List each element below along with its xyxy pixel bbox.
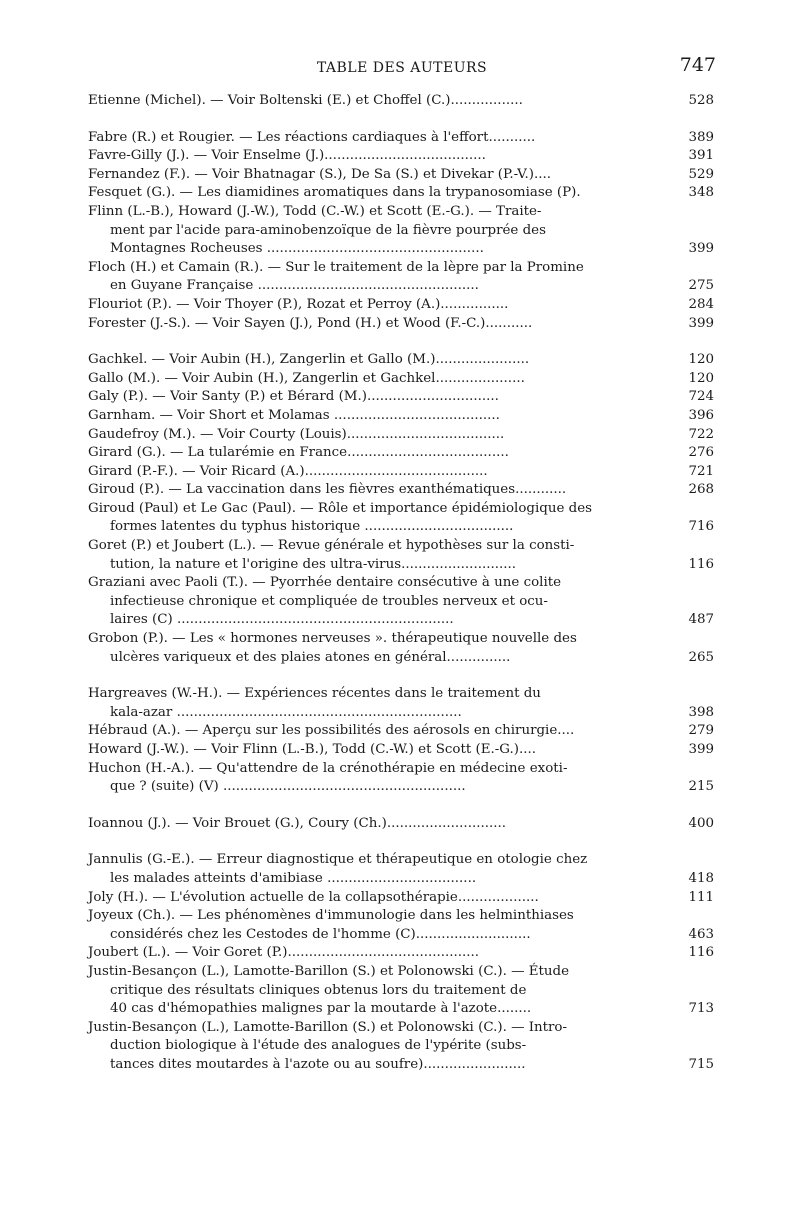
entry-line: Fabre (R.) et Rougier. — Les réactions cardiaques à l'effort........... 389 [88,129,666,148]
index-entry [88,481,714,500]
entry-line: Hébraud (A.). — Aperçu sur les possibilités des aérosols en chirurgie.... 279 [88,722,666,741]
entry-page-number: 529 [688,166,714,182]
entry-line: Graziani avec Paoli (T.). — Pyorrhée dentaire consécutive à une colite [88,575,562,591]
letter-section [88,92,714,111]
index-entry [88,537,714,574]
author-index [88,92,714,1075]
entry-page-number: 120 [688,370,714,386]
entry-line: Goret (P.) et Joubert (L.). — Revue générale et hypothèses sur la consti- [88,538,575,554]
entry-line: Etienne (Michel). — Voir Boltenski (E.) et Choffel (C.)................. 528 [88,92,666,111]
entry-line: Giroud (P.). — La vaccination dans les fièvres exanthématiques............ 268 [88,481,666,500]
entry-line: 40 cas d'hémopathies malignes par la moutarde à l'azote........ 713 [88,1000,666,1019]
index-entry [88,203,714,259]
index-entry [88,815,714,834]
entry-line: en Guyane Française .................................................... 275 [88,277,666,296]
index-entry [88,463,714,482]
entry-page-number: 398 [688,704,714,720]
entry-line: duction biologique à l'étude des analogues de l'ypérite (subs- [110,1038,527,1054]
entry-line: tution, la nature et l'origine des ultra-virus........................... 116 [88,556,666,575]
index-entry [88,147,714,166]
index-entry [88,259,714,296]
entry-page-number: 487 [688,612,714,628]
index-entry [88,370,714,389]
entry-page-number: 724 [688,389,714,405]
entry-page-number: 528 [688,93,714,108]
entry-line: Joyeux (Ch.). — Les phénomènes d'immunologie dans les helminthiases [88,908,574,924]
entry-line: Montagnes Rocheuses ................................................... 399 [88,240,666,259]
entry-line: Flinn (L.-B.), Howard (J.-W.), Todd (C.-W.) et Scott (E.-G.). — Traite- [88,203,542,219]
entry-line: Garnham. — Voir Short et Molamas ....................................... 396 [88,407,666,426]
entry-line: considérés chez les Cestodes de l'homme (C)........................... 463 [88,926,666,945]
entry-page-number: 268 [688,482,714,498]
page-header [88,54,716,82]
entry-page-number: 716 [688,519,714,535]
index-entry [88,388,714,407]
index-entry [88,722,714,741]
page-number: 747 [679,54,716,76]
index-entry [88,889,714,908]
entry-page-number: 389 [688,129,714,145]
entry-line: Gallo (M.). — Voir Aubin (H.), Zangerlin et Gachkel..................... 120 [88,370,666,389]
entry-line: Giroud (Paul) et Le Gac (Paul). — Rôle et importance épidémiologique des [88,500,592,516]
entry-page-number: 276 [688,445,714,461]
entry-line: que ? (suite) (V) ......................................................... 215 [88,778,666,797]
index-entry [88,685,714,722]
index-entry [88,907,714,944]
entry-page-number: 399 [688,742,714,757]
index-entry [88,760,714,797]
letter-section [88,851,714,1074]
entry-page-number: 396 [688,407,714,423]
entry-line: tances dites moutardes à l'azote ou au soufre)........................ 715 [88,1056,666,1075]
entry-page-number: 715 [688,1056,714,1072]
entry-page-number: 116 [688,945,714,961]
index-entry [88,944,714,963]
entry-line: Ioannou (J.). — Voir Brouet (G.), Coury (Ch.)............................ 400 [88,815,666,834]
entry-page-number: 418 [688,870,714,886]
letter-section [88,129,714,334]
entry-line: formes latentes du typhus historique ................................... 716 [88,518,666,537]
section-gap [88,833,666,851]
section-gap [88,667,666,685]
entry-line: Favre-Gilly (J.). — Voir Enselme (J.)...................................... 391 [88,147,666,166]
index-entry [88,963,714,1019]
index-entry [88,851,714,888]
entry-line: Justin-Besançon (L.), Lamotte-Barillon (S.) et Polonowski (C.). — Intro- [88,1019,568,1035]
running-title: TABLE DES AUTEURS [316,60,488,76]
entry-line: Grobon (P.). — Les « hormones nerveuses ». thérapeutique nouvelle des [88,631,577,647]
entry-page-number: 463 [688,926,714,942]
entry-line: Joubert (L.). — Voir Goret (P.)............................................. 116 [88,944,666,963]
section-gap [88,111,666,129]
entry-page-number: 722 [688,426,714,442]
entry-page-number: 279 [688,723,714,739]
entry-line: Flouriot (P.). — Voir Thoyer (P.), Rozat et Perroy (A.)................ 284 [88,296,666,315]
section-gap [88,333,666,351]
entry-line: ulcères variqueux et des plaies atones en général............... 265 [88,649,666,668]
entry-line: Fesquet (G.). — Les diamidines aromatiques dans la trypanosomiase (P). 348 [88,184,666,203]
entry-line: Floch (H.) et Camain (R.). — Sur le traitement de la lèpre par la Promine [88,259,584,275]
index-entry [88,426,714,445]
entry-page-number: 275 [688,278,714,294]
letter-section [88,815,714,834]
entry-line: Gachkel. — Voir Aubin (H.), Zangerlin et Gallo (M.)...................... 120 [88,351,666,370]
entry-line: Justin-Besançon (L.), Lamotte-Barillon (S.) et Polonowski (C.). — Étude [88,963,570,979]
entry-line: Hargreaves (W.-H.). — Expériences récentes dans le traitement du [88,686,541,702]
entry-line: les malades atteints d'amibiase ................................... 418 [88,870,666,889]
entry-page-number: 215 [688,779,714,795]
index-entry [88,574,714,630]
entry-line: kala-azar ................................................................... 398 [88,704,666,723]
entry-page-number: 120 [688,352,714,368]
index-entry [88,444,714,463]
entry-line: critique des résultats cliniques obtenus lors du traitement de [110,982,527,998]
entry-line: Huchon (H.-A.). — Qu'attendre de la crénothérapie en médecine exoti- [88,760,568,776]
index-entry [88,741,714,760]
entry-page-number: 391 [688,148,714,164]
index-entry [88,500,714,537]
entry-line: laires (C) ................................................................. 487 [88,611,666,630]
entry-line: Fernandez (F.). — Voir Bhatnagar (S.), De Sa (S.) et Divekar (P.-V.).... 529 [88,166,666,185]
entry-page-number: 400 [688,815,714,831]
entry-line: Girard (P.-F.). — Voir Ricard (A.)........................................... 721 [88,463,666,482]
entry-page-number: 265 [688,649,714,665]
index-entry [88,407,714,426]
index-entry [88,184,714,203]
entry-page-number: 399 [688,241,714,257]
entry-line: Gaudefroy (M.). — Voir Courty (Louis)..................................... 722 [88,426,666,445]
index-entry [88,296,714,315]
letter-section [88,685,714,797]
entry-line: infectieuse chronique et compliquée de troubles nerveux et ocu- [110,593,548,609]
entry-line: Girard (G.). — La tularémie en France...................................... 276 [88,444,666,463]
index-entry [88,351,714,370]
entry-page-number: 116 [688,556,714,572]
index-entry [88,129,714,148]
entry-page-number: 284 [688,296,714,312]
entry-line: ment par l'acide para-aminobenzoïque de la fièvre pourprée des [110,222,546,238]
index-entry [88,92,714,111]
index-entry [88,630,714,667]
entry-line: Galy (P.). — Voir Santy (P.) et Bérard (M.)............................... 724 [88,388,666,407]
entry-page-number: 111 [688,889,714,905]
letter-section [88,351,714,667]
entry-line: Howard (J.-W.). — Voir Flinn (L.-B.), Todd (C.-W.) et Scott (E.-G.).... 399 [88,741,666,760]
entry-page-number: 721 [688,463,714,479]
index-entry [88,166,714,185]
entry-line: Jannulis (G.-E.). — Erreur diagnostique et thérapeutique en otologie chez [88,852,588,868]
section-gap [88,797,666,815]
entry-line: Joly (H.). — L'évolution actuelle de la collapsothérapie................... 111 [88,889,666,908]
entry-line: Forester (J.-S.). — Voir Sayen (J.), Pond (H.) et Wood (F.-C.)........... 399 [88,315,666,334]
entry-page-number: 713 [688,1001,714,1017]
entry-page-number: 399 [688,315,714,331]
index-entry [88,315,714,334]
index-entry [88,1019,714,1075]
entry-page-number: 348 [688,185,714,201]
